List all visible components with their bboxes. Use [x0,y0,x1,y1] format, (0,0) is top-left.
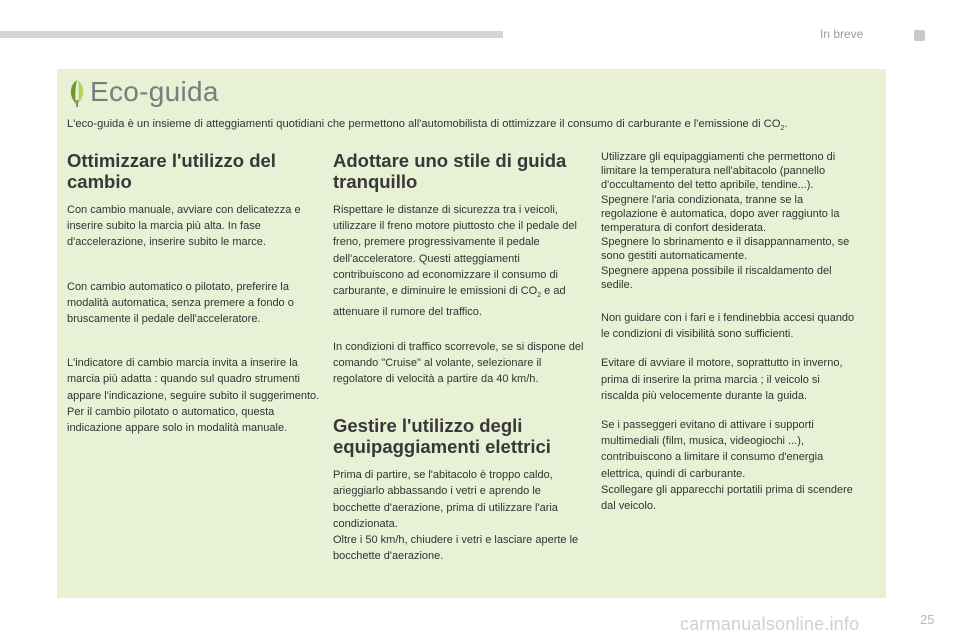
intro-text: L'eco-guida è un insieme di atteggiamenti quotidiani che permettono all'automobilista di ottimizzare il consumo di carburante e l'emissione di $CO_2$. [67,118,788,133]
paragraph-multimedia: Se i passeggeri evitano di attivare i supporti multimediali (film, musica, videogiochi ...), contribuiscono a limitare il consumo d'energia elettrica, quindi di carburante. [601,419,824,480]
heading-driving-style: Adottare uno stile di guida tranquillo [333,150,567,192]
paragraph-air-conditioning: Spegnere l'aria condizionata, tranne se la regolazione è automatica, dopo aver raggiunto la temperatura di confort desiderata. [601,193,840,235]
paragraph-portable-devices: Scollegare gli apparecchi portatili prima di scendere dal veicolo. [601,483,853,513]
paragraph-cruise-control: In condizioni di traffico scorrevole, se si dispone del comando "Cruise" al volante, selezionare il regolatore di velocità a partire da 40 km/h. [333,340,584,386]
paragraph-automatic-gearbox: Con cambio automatico o pilotato, preferire la modalità automatica, senza premere a fondo o bruscamente il pedale dell'acceleratore. [67,280,294,326]
paragraph-driving-style: Rispettare le distanze di sicurezza tra i veicoli, utilizzare il freno motore piuttosto che il pedale del freno, premere progressivamente il pedale dell'acceleratore. Questi atteggiamenti contribuiscono ad economizzare il consumo di carburante, e diminuire le emissioni di $CO_2$ e ad attenuare il rumore del traffico. [333,204,577,319]
paragraph-manual-gearbox: Con cambio manuale, avviare con delicatezza e inserire subito la marcia più alta. In fase d'accelerazione, inserire subito le marce. [67,204,301,249]
paragraph-ventilation: Prima di partire, se l'abitacolo è troppo caldo, arieggiarlo abbassando i vetri e aprendo le bocchette d'aerazione, prima di utilizzare l'aria condizionata. [333,469,558,530]
paragraph-lights: Non guidare con i fari e i fendinebbia accesi quando le condizioni di visibilità sono sufficienti. [601,312,855,341]
paragraph-gear-indicator-note: Per il cambio pilotato o automatico, questa indicazione appare solo in modalità manuale. [67,405,288,435]
leaf-icon [66,78,88,108]
paragraph-seat-heating: Spegnere appena possibile il riscaldamento del sedile. [601,264,832,291]
section-label: In breve [820,27,864,41]
heading-gearbox: Ottimizzare l'utilizzo del cambio [67,150,276,192]
column-electrical-tips [601,150,859,514]
paragraph-engine-start: Evitare di avviare il motore, soprattutto in inverno, prima di inserire la prima marcia ; il veicolo si riscalda più velocemente durante la guida. [601,357,843,402]
watermark: carmanualsonline.info [680,614,860,634]
top-divider-bar [0,31,503,38]
paragraph-gear-indicator: L'indicatore di cambio marcia invita a inserire la marcia più adatta : quando sul quadro strumenti appare l'indicazione, seguire subito il suggerimento. [67,357,320,402]
column-driving-style [333,150,591,564]
paragraph-defrost: Spegnere lo sbrinamento e il disappannamento, se sono gestiti automaticamente. [601,236,850,263]
paragraph-windows-speed: Oltre i 50 km/h, chiudere i vetri e lasciare aperte le bocchette d'aerazione. [333,534,579,563]
heading-electrical-equipment: Gestire l'utilizzo degli equipaggiamenti elettrici [333,415,551,458]
page-corner-mark [914,30,925,41]
page-number: 25 [920,612,935,627]
paragraph-cabin-temperature: Utilizzare gli equipaggiamenti che permettono di limitare la temperatura nell'abitacolo (pannello d'occultamento del tetto apribile, tendine...). [601,151,836,192]
page-title: Eco-guida [90,76,219,107]
column-gearbox [67,150,321,436]
